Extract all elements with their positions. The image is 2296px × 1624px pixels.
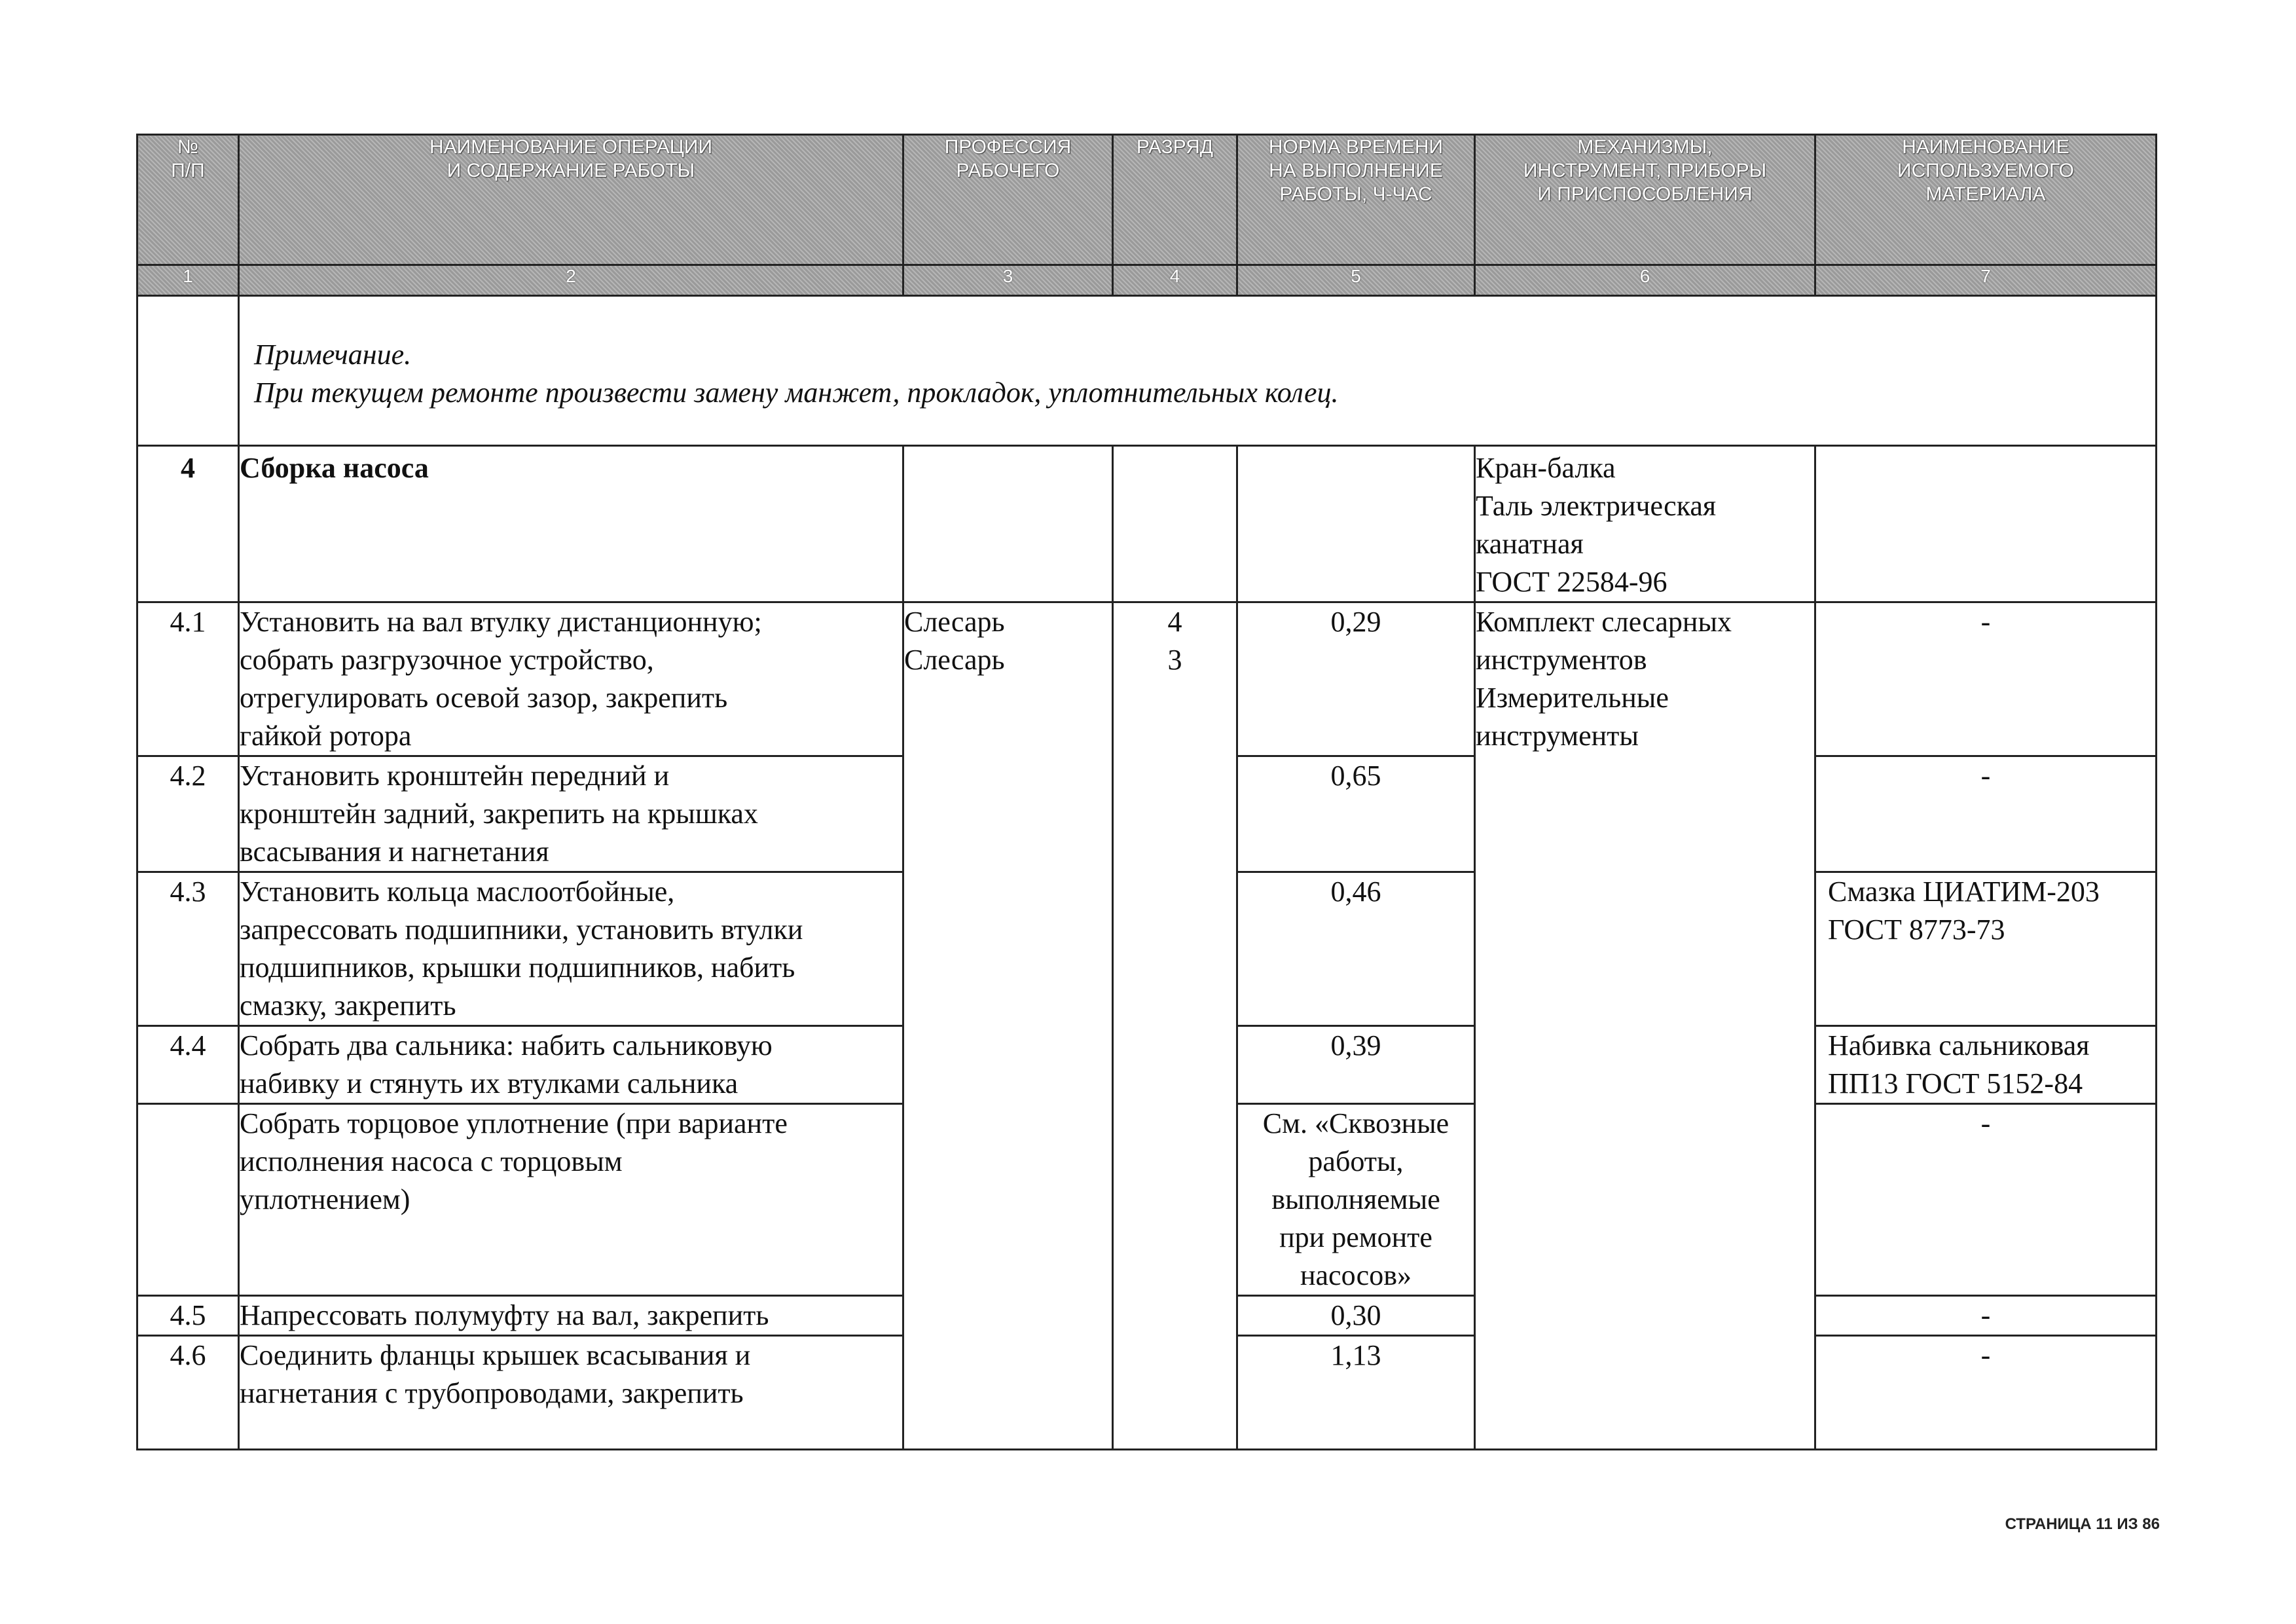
- row-time: 0,30: [1237, 1296, 1475, 1336]
- row-operation: Собрать два сальника: набить сальниковую набивку и стянуть их втулками сальника: [239, 1026, 903, 1104]
- header-operation: НАИМЕНОВАНИЕ ОПЕРАЦИИ И СОДЕРЖАНИЕ РАБОТЫ: [239, 135, 903, 265]
- note-title: Примечание.: [254, 339, 412, 371]
- row-number: 4.2: [137, 756, 239, 872]
- note-row: [137, 296, 2157, 446]
- column-number: 2: [239, 265, 903, 296]
- row-material: Смазка ЦИАТИМ-203 ГОСТ 8773-73: [1815, 872, 2157, 1026]
- section-tools: Кран-балка Таль электрическая канатная ГОСТ 22584-96: [1475, 446, 1815, 602]
- row-number: 4.3: [137, 872, 239, 1026]
- row-material: -: [1815, 1296, 2157, 1336]
- note-cell: [239, 296, 2157, 446]
- operations-table: [136, 134, 2157, 1450]
- row-material: -: [1815, 1104, 2157, 1296]
- row-number: 4.4: [137, 1026, 239, 1104]
- note-number-cell: [137, 296, 239, 446]
- section-number: 4: [137, 446, 239, 602]
- row-time: 0,65: [1237, 756, 1475, 872]
- header-tools: МЕХАНИЗМЫ, ИНСТРУМЕНТ, ПРИБОРЫ И ПРИСПОСОБЛЕНИЯ: [1475, 135, 1815, 265]
- row-time: 0,46: [1237, 872, 1475, 1026]
- row-time: 1,13: [1237, 1336, 1475, 1450]
- header-profession: ПРОФЕССИЯ РАБОЧЕГО: [903, 135, 1113, 265]
- column-number-row: [137, 265, 2157, 296]
- column-number: 1: [137, 265, 239, 296]
- row-operation: Установить на вал втулку дистанционную; собрать разгрузочное устройство, отрегулировать осевой зазор, закрепить гайкой ротора: [239, 602, 903, 756]
- header-number: № П/П: [137, 135, 239, 265]
- row-number: 4.5: [137, 1296, 239, 1336]
- table-row: [137, 602, 2157, 756]
- row-material: -: [1815, 756, 2157, 872]
- row-operation: Установить кронштейн передний и кронштейн задний, закрепить на крышках всасывания и нагнетания: [239, 756, 903, 872]
- row-material: -: [1815, 602, 2157, 756]
- column-number: 4: [1113, 265, 1237, 296]
- column-number: 3: [903, 265, 1113, 296]
- row-number: 4.6: [137, 1336, 239, 1450]
- section-profession-cell: [903, 446, 1113, 602]
- column-number: 5: [1237, 265, 1475, 296]
- column-number: 7: [1815, 265, 2157, 296]
- row-grade: 4 3: [1113, 602, 1237, 1450]
- row-time: 0,39: [1237, 1026, 1475, 1104]
- column-number: 6: [1475, 265, 1815, 296]
- header-grade: РАЗРЯД: [1113, 135, 1237, 265]
- header-time-norm: НОРМА ВРЕМЕНИ НА ВЫПОЛНЕНИЕ РАБОТЫ, Ч-ЧАС: [1237, 135, 1475, 265]
- row-tools: Комплект слесарных инструментов Измерительные инструменты: [1475, 602, 1815, 1450]
- row-material: -: [1815, 1336, 2157, 1450]
- section-grade-cell: [1113, 446, 1237, 602]
- header-material: НАИМЕНОВАНИЕ ИСПОЛЬЗУЕМОГО МАТЕРИАЛА: [1815, 135, 2157, 265]
- row-profession: Слесарь Слесарь: [903, 602, 1113, 1450]
- section-row: [137, 446, 2157, 602]
- row-operation: Установить кольца маслоотбойные, запрессовать подшипники, установить втулки подшипников, крышки подшипников, набить смазку, закрепить: [239, 872, 903, 1026]
- section-time-cell: [1237, 446, 1475, 602]
- section-material-cell: [1815, 446, 2157, 602]
- row-number: 4.1: [137, 602, 239, 756]
- row-number: [137, 1104, 239, 1296]
- row-time: См. «Сквозные работы, выполняемые при ремонте насосов»: [1237, 1104, 1475, 1296]
- row-operation: Соединить фланцы крышек всасывания и нагнетания с трубопроводами, закрепить: [239, 1336, 903, 1450]
- section-title: Сборка насоса: [239, 446, 903, 602]
- row-time: 0,29: [1237, 602, 1475, 756]
- header-row: [137, 135, 2157, 265]
- row-operation: Напрессовать полумуфту на вал, закрепить: [239, 1296, 903, 1336]
- row-operation: Собрать торцовое уплотнение (при варианте исполнения насоса с торцовым уплотнением): [239, 1104, 903, 1296]
- page-number: СТРАНИЦА 11 ИЗ 86: [2005, 1515, 2160, 1533]
- note-text: При текущем ремонте произвести замену манжет, прокладок, уплотнительных колец.: [254, 377, 1339, 409]
- row-material: Набивка сальниковая ПП13 ГОСТ 5152-84: [1815, 1026, 2157, 1104]
